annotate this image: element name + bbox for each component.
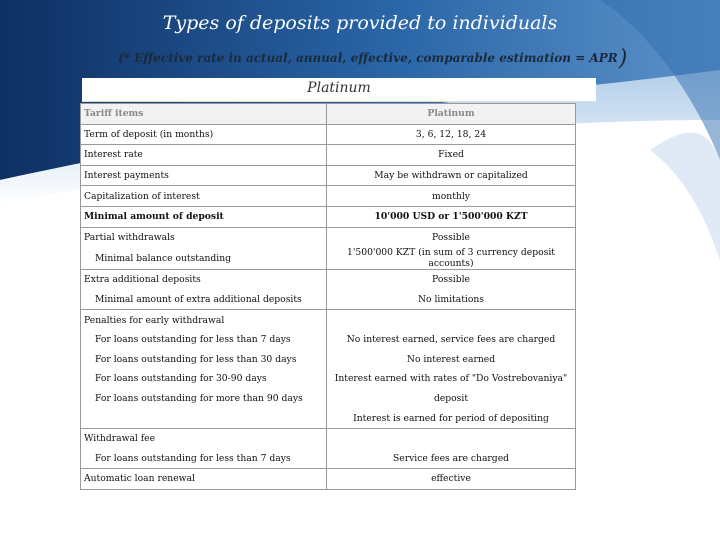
row-label: Automatic loan renewal — [81, 469, 327, 490]
row-label: Capitalization of interest — [81, 186, 327, 207]
table-row — [81, 124, 576, 145]
page-title: Types of deposits provided to individuals — [162, 12, 558, 34]
row-label: Withdrawal fee — [81, 428, 327, 448]
table-row — [81, 227, 576, 247]
table-row — [81, 350, 576, 370]
row-value: Interest earned with rates of "Do Vostrebovaniya" — [327, 369, 576, 389]
row-value — [327, 428, 576, 448]
row-value: Service fees are charged — [327, 449, 576, 469]
row-label: Minimal balance outstanding — [81, 247, 327, 270]
row-value: No interest earned, service fees are charged — [327, 330, 576, 350]
row-value: No limitations — [327, 290, 576, 310]
row-value: effective — [327, 469, 576, 490]
apr-note — [118, 46, 627, 71]
table-row — [81, 449, 576, 469]
row-label: Minimal amount of extra additional deposits — [81, 290, 327, 310]
row-value: Fixed — [327, 145, 576, 166]
row-label: For loans outstanding for less than 7 days — [81, 449, 327, 469]
header-cell-platinum: Platinum — [327, 104, 576, 125]
table-row — [81, 186, 576, 207]
table-row — [81, 428, 576, 448]
row-value: deposit — [327, 389, 576, 409]
table-row — [81, 165, 576, 186]
row-value: 10'000 USD or 1'500'000 KZT — [327, 206, 576, 227]
row-label: For loans outstanding for more than 90 days — [81, 389, 327, 409]
row-value — [327, 310, 576, 330]
row-value: Interest is earned for period of depositing — [327, 408, 576, 428]
table-row — [81, 369, 576, 389]
row-label: For loans outstanding for less than 7 days — [81, 330, 327, 350]
table-row — [81, 290, 576, 310]
row-value: May be withdrawn or capitalized — [327, 165, 576, 186]
apr-note-paren: ) — [618, 46, 628, 71]
row-label: For loans outstanding for 30-90 days — [81, 369, 327, 389]
row-value: No interest earned — [327, 350, 576, 370]
row-value: Possible — [327, 227, 576, 247]
row-label — [81, 408, 327, 428]
table-row — [81, 408, 576, 428]
row-label: Interest rate — [81, 145, 327, 166]
table-row — [81, 469, 576, 490]
table-row — [81, 389, 576, 409]
row-value: 1'500'000 KZT (in sum of 3 currency deposit accounts) — [327, 247, 576, 270]
row-label: Partial withdrawals — [81, 227, 327, 247]
table-header-row — [81, 104, 576, 125]
table-row — [81, 270, 576, 290]
table-row — [81, 145, 576, 166]
table-row — [81, 330, 576, 350]
row-value: 3, 6, 12, 18, 24 — [327, 124, 576, 145]
row-label: Penalties for early withdrawal — [81, 310, 327, 330]
row-label: Interest payments — [81, 165, 327, 186]
header-cell-tariff-items: Tariff items — [81, 104, 327, 125]
row-value: monthly — [327, 186, 576, 207]
section-heading: Platinum — [82, 78, 596, 102]
row-label: Term of deposit (in months) — [81, 124, 327, 145]
table-row — [81, 310, 576, 330]
row-label: Extra additional deposits — [81, 270, 327, 290]
row-label: Minimal amount of deposit — [81, 206, 327, 227]
table-row — [81, 247, 576, 270]
apr-note-text: (* Effective rate in actual, annual, effective, comparable estimation = APR — [118, 51, 618, 65]
row-label: For loans outstanding for less than 30 days — [81, 350, 327, 370]
tariff-table — [80, 103, 576, 490]
table-row — [81, 206, 576, 227]
row-value: Possible — [327, 270, 576, 290]
